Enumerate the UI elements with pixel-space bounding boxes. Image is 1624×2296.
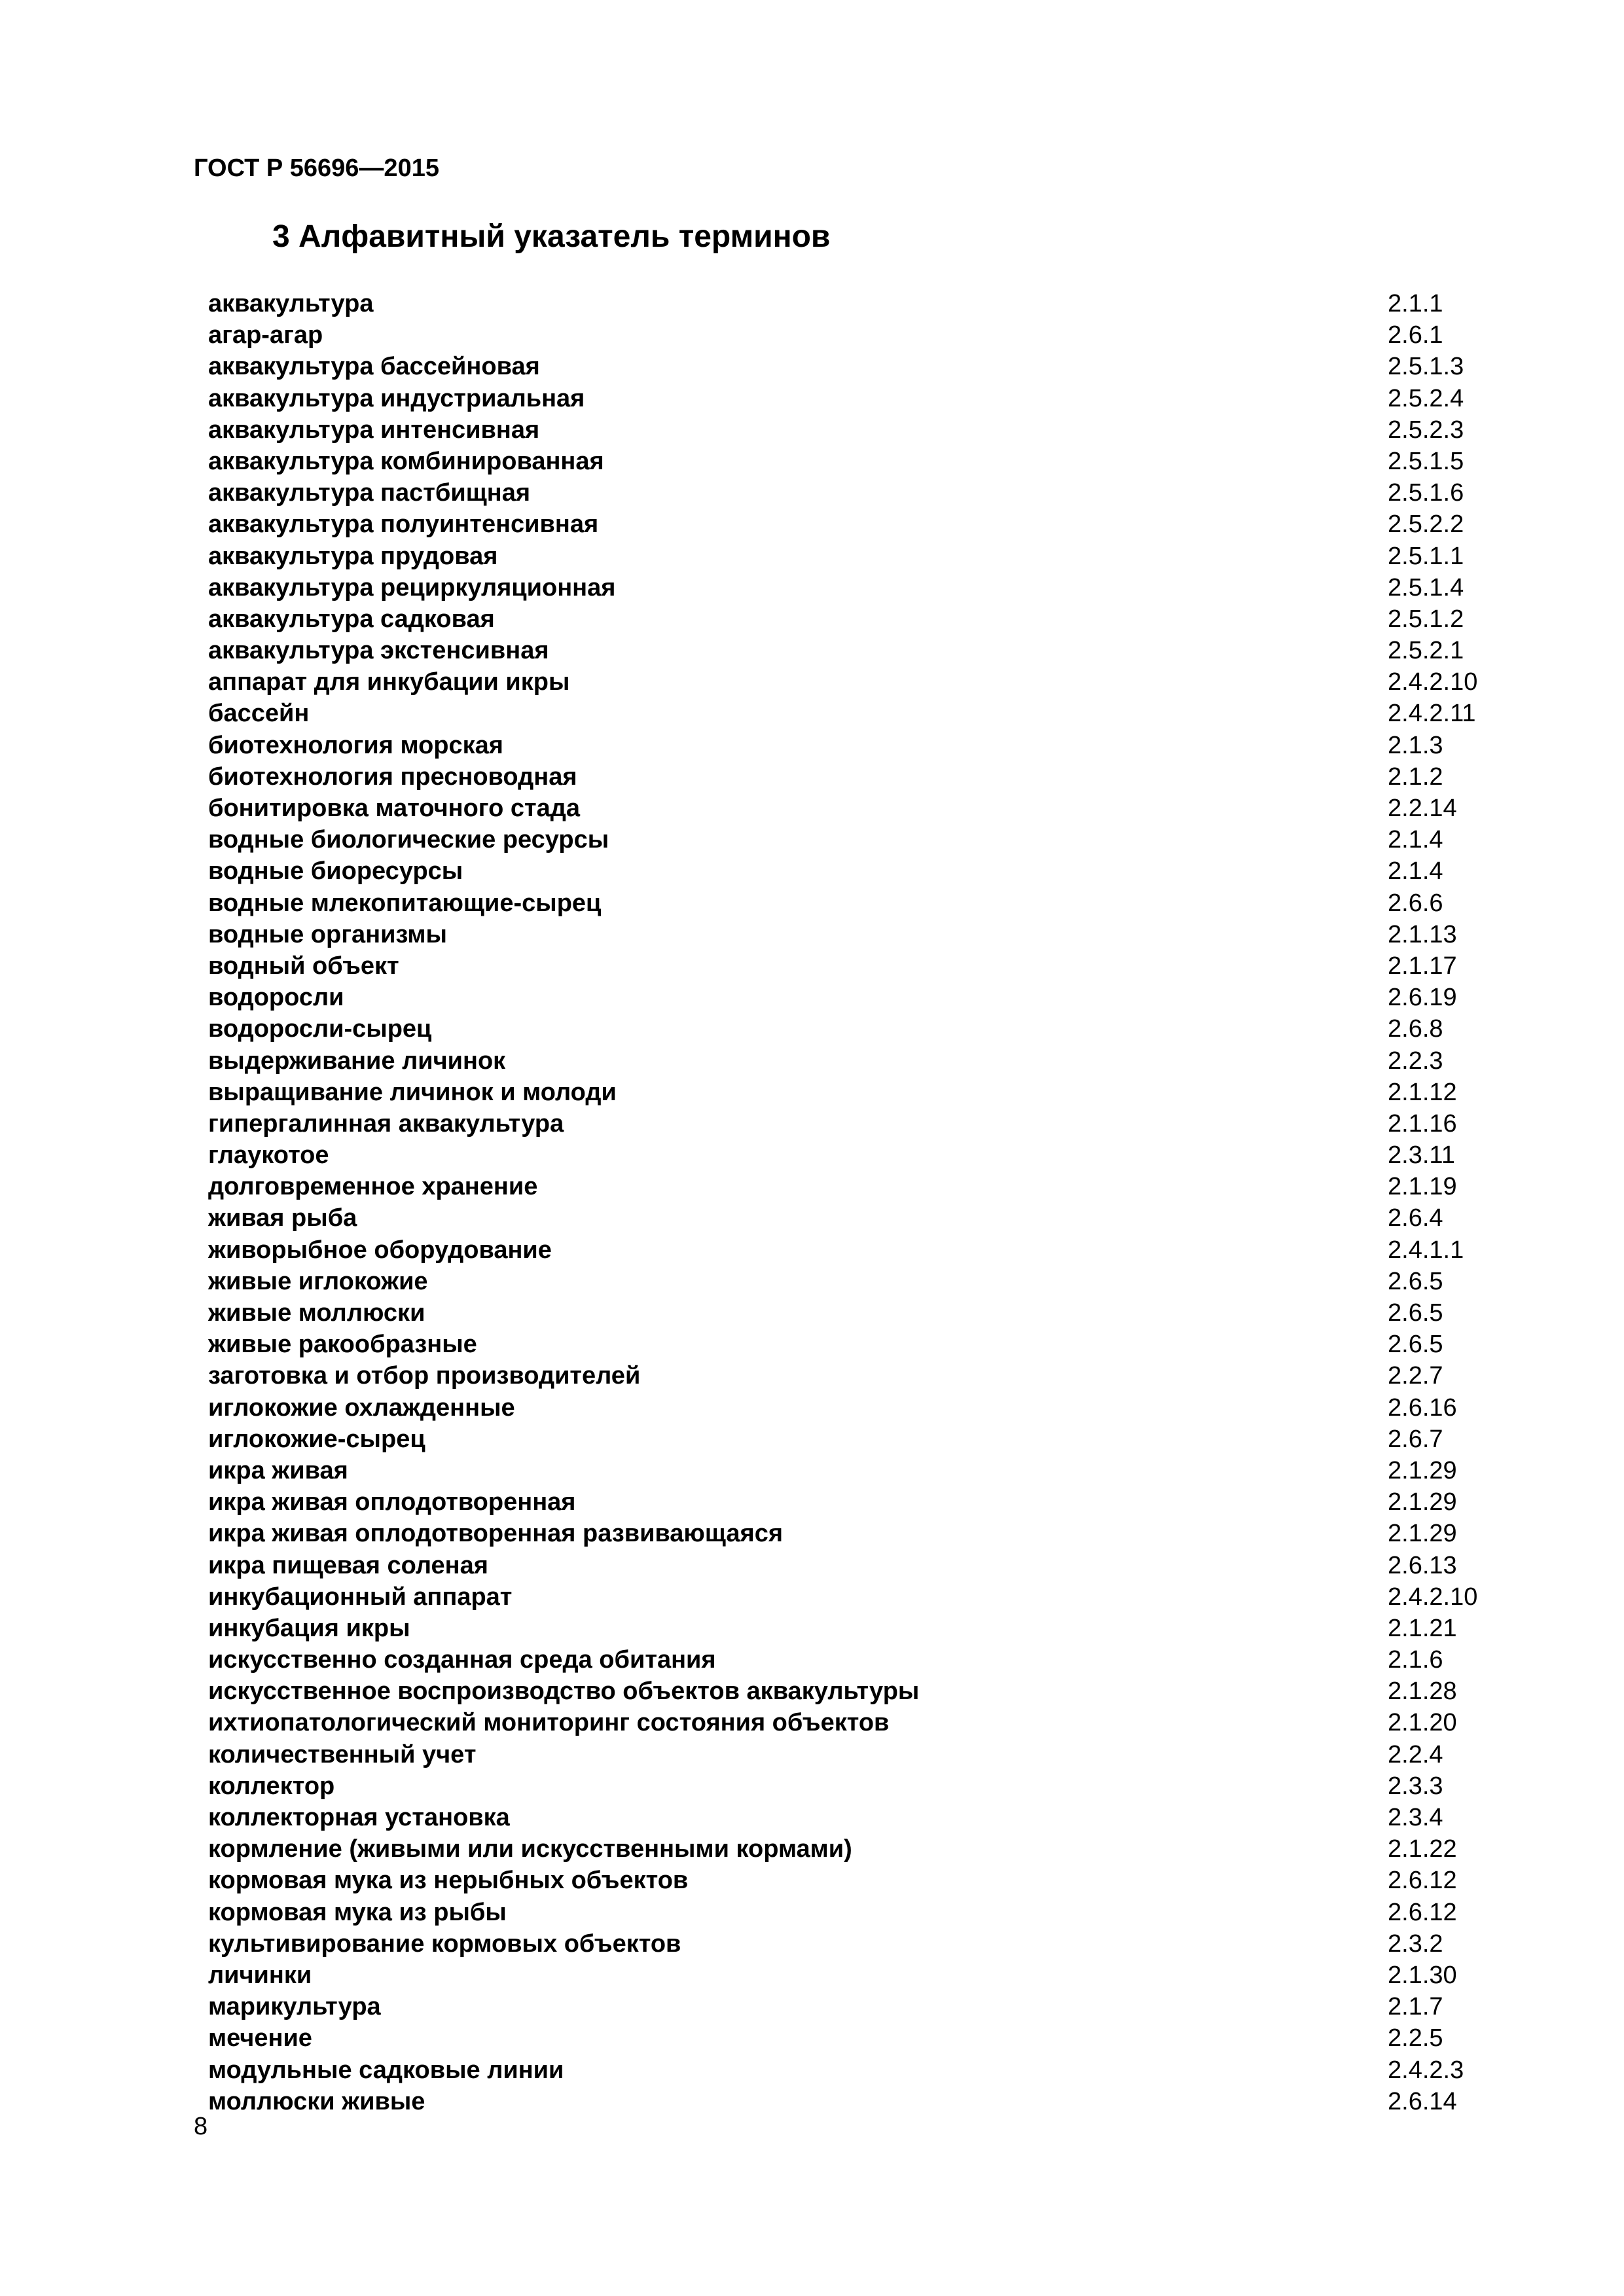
index-term: икра пищевая соленая <box>208 1551 488 1579</box>
index-entry <box>208 1802 1550 1833</box>
index-term: коллекторная установка <box>208 1804 510 1831</box>
index-entry <box>208 730 1550 761</box>
index-term: живорыбное оборудование <box>208 1236 552 1264</box>
index-term: биотехнология морская <box>208 731 503 759</box>
index-ref: 2.6.4 <box>1388 1204 1443 1232</box>
index-term: кормовая мука из нерыбных объектов <box>208 1867 689 1895</box>
index-entry <box>208 1865 1550 1896</box>
index-ref: 2.1.20 <box>1388 1709 1457 1737</box>
index-ref: 2.1.6 <box>1388 1646 1443 1674</box>
index-ref: 2.3.11 <box>1388 1141 1455 1170</box>
index-entry <box>208 2022 1550 2054</box>
index-term: заготовка и отбор производителей <box>208 1362 641 1390</box>
index-entry <box>208 635 1550 666</box>
index-entry <box>208 1013 1550 1045</box>
index-ref: 2.4.1.1 <box>1388 1236 1464 1264</box>
index-ref: 2.3.4 <box>1388 1804 1443 1831</box>
index-ref: 2.1.4 <box>1388 826 1443 854</box>
index-ref: 2.1.2 <box>1388 762 1443 791</box>
index-ref: 2.6.14 <box>1388 2087 1457 2115</box>
index-term: аппарат для инкубации икры <box>208 668 570 696</box>
index-entry <box>208 1266 1550 1297</box>
index-ref: 2.1.22 <box>1388 1835 1457 1863</box>
index-term: живые ракообразные <box>208 1331 477 1359</box>
index-term: кормление (живыми или искусственными кормами) <box>208 1835 852 1863</box>
index-ref: 2.6.7 <box>1388 1425 1443 1453</box>
index-ref: 2.6.19 <box>1388 984 1457 1012</box>
index-ref: 2.5.2.2 <box>1388 511 1464 539</box>
index-ref: 2.1.16 <box>1388 1109 1457 1138</box>
index-ref: 2.1.21 <box>1388 1614 1457 1642</box>
index-ref: 2.5.2.1 <box>1388 637 1464 665</box>
index-entry <box>208 1360 1550 1391</box>
index-ref: 2.1.4 <box>1388 857 1443 886</box>
index-term: аквакультура прудовая <box>208 542 498 570</box>
index-entry <box>208 1676 1550 1707</box>
index-ref: 2.6.6 <box>1388 889 1443 917</box>
index-entry <box>208 1613 1550 1644</box>
index-term: водные биоресурсы <box>208 857 463 886</box>
index-term: икра живая оплодотворенная развивающаяся <box>208 1520 784 1548</box>
index-term: икра живая <box>208 1456 348 1484</box>
index-ref: 2.2.14 <box>1388 795 1457 822</box>
index-ref: 2.6.13 <box>1388 1551 1457 1579</box>
index-ref: 2.1.12 <box>1388 1078 1457 1106</box>
index-entry <box>208 319 1550 351</box>
index-entry <box>208 1202 1550 1234</box>
index-entry <box>208 1392 1550 1424</box>
index-entry <box>208 1928 1550 1960</box>
index-entry <box>208 1707 1550 1738</box>
index-ref: 2.6.12 <box>1388 1898 1457 1926</box>
index-entry <box>208 1171 1550 1202</box>
index-ref: 2.5.2.4 <box>1388 384 1464 412</box>
index-term: выращивание личинок и молоди <box>208 1078 617 1106</box>
index-entry <box>208 2086 1550 2117</box>
index-entry <box>208 1077 1550 1108</box>
index-entry <box>208 1424 1550 1455</box>
index-entry <box>208 1833 1550 1865</box>
index-ref: 2.1.28 <box>1388 1677 1457 1706</box>
index-ref: 2.6.12 <box>1388 1867 1457 1895</box>
index-entry <box>208 477 1550 509</box>
index-ref: 2.5.1.5 <box>1388 447 1464 475</box>
term-index-list <box>208 288 1550 2117</box>
index-entry <box>208 1991 1550 2022</box>
index-entry <box>208 1329 1550 1360</box>
index-term: водные организмы <box>208 920 447 948</box>
index-ref: 2.1.30 <box>1388 1961 1457 1989</box>
index-ref: 2.1.3 <box>1388 731 1443 759</box>
index-entry <box>208 761 1550 793</box>
index-ref: 2.3.3 <box>1388 1772 1443 1800</box>
index-entry <box>208 509 1550 540</box>
index-term: аквакультура полуинтенсивная <box>208 511 599 539</box>
index-term: инкубация икры <box>208 1614 410 1642</box>
index-entry <box>208 950 1550 982</box>
index-term: модульные садковые линии <box>208 2056 564 2084</box>
index-term: иглокожие-сырец <box>208 1425 425 1453</box>
index-ref: 2.4.2.10 <box>1388 668 1478 696</box>
index-ref: 2.5.2.3 <box>1388 416 1464 444</box>
index-entry <box>208 1770 1550 1802</box>
index-entry <box>208 1518 1550 1549</box>
index-entry <box>208 541 1550 572</box>
index-term: аквакультура бассейновая <box>208 353 540 381</box>
index-term: живые иглокожие <box>208 1267 428 1295</box>
index-term: аквакультура интенсивная <box>208 416 540 444</box>
index-entry <box>208 1108 1550 1139</box>
index-entry <box>208 1739 1550 1770</box>
index-term: коллектор <box>208 1772 335 1800</box>
index-entry <box>208 1297 1550 1329</box>
index-ref: 2.6.1 <box>1388 321 1443 350</box>
index-entry <box>208 446 1550 477</box>
index-ref: 2.5.1.4 <box>1388 573 1464 601</box>
index-ref: 2.1.17 <box>1388 952 1457 980</box>
index-entry <box>208 603 1550 635</box>
index-term: аквакультура индустриальная <box>208 384 585 412</box>
page-number: 8 <box>194 2113 208 2140</box>
index-entry <box>208 793 1550 824</box>
index-term: водные млекопитающие-сырец <box>208 889 602 917</box>
index-ref: 2.1.29 <box>1388 1520 1457 1548</box>
index-ref: 2.1.29 <box>1388 1456 1457 1484</box>
index-ref: 2.1.13 <box>1388 920 1457 948</box>
index-ref: 2.3.2 <box>1388 1929 1443 1958</box>
index-term: агар-агар <box>208 321 323 350</box>
index-ref: 2.1.7 <box>1388 1993 1443 2021</box>
index-entry <box>208 888 1550 919</box>
index-term: искусственно созданная среда обитания <box>208 1646 716 1674</box>
index-entry <box>208 855 1550 887</box>
index-entry <box>208 1234 1550 1266</box>
index-term: водоросли-сырец <box>208 1015 432 1043</box>
index-ref: 2.5.1.2 <box>1388 605 1464 633</box>
index-ref: 2.4.2.3 <box>1388 2056 1464 2084</box>
index-term: аквакультура экстенсивная <box>208 637 549 665</box>
index-term: биотехнология пресноводная <box>208 762 577 791</box>
index-term: водные биологические ресурсы <box>208 826 609 854</box>
index-term: живая рыба <box>208 1204 357 1232</box>
index-term: аквакультура рециркуляционная <box>208 573 616 601</box>
index-entry <box>208 1455 1550 1486</box>
index-term: личинки <box>208 1961 312 1989</box>
index-ref: 2.5.1.3 <box>1388 353 1464 381</box>
index-entry <box>208 288 1550 319</box>
index-term: долговременное хранение <box>208 1173 538 1201</box>
index-term: инкубационный аппарат <box>208 1583 513 1611</box>
index-ref: 2.1.19 <box>1388 1173 1457 1201</box>
index-ref: 2.2.3 <box>1388 1047 1443 1075</box>
index-term: водный объект <box>208 952 399 980</box>
index-term: бонитировка маточного стада <box>208 795 581 822</box>
index-ref: 2.6.5 <box>1388 1331 1443 1359</box>
index-ref: 2.6.8 <box>1388 1015 1443 1043</box>
index-ref: 2.5.1.6 <box>1388 479 1464 507</box>
index-term: кормовая мука из рыбы <box>208 1898 507 1926</box>
index-term: аквакультура садковая <box>208 605 495 633</box>
index-term: глаукотое <box>208 1141 329 1170</box>
index-ref: 2.5.1.1 <box>1388 542 1464 570</box>
index-term: гипергалинная аквакультура <box>208 1109 564 1138</box>
index-entry <box>208 1960 1550 1991</box>
index-entry <box>208 351 1550 382</box>
index-ref: 2.4.2.11 <box>1388 700 1476 728</box>
index-entry <box>208 1045 1550 1077</box>
index-entry <box>208 1139 1550 1171</box>
index-term: ихтиопатологический мониторинг состояния объектов <box>208 1709 890 1737</box>
index-entry <box>208 1550 1550 1581</box>
index-ref: 2.1.29 <box>1388 1488 1457 1516</box>
index-term: бассейн <box>208 700 310 728</box>
index-ref: 2.6.5 <box>1388 1299 1443 1327</box>
index-term: аквакультура комбинированная <box>208 447 604 475</box>
index-term: марикультура <box>208 1993 381 2021</box>
index-ref: 2.6.5 <box>1388 1267 1443 1295</box>
index-ref: 2.6.16 <box>1388 1393 1457 1422</box>
index-entry <box>208 1897 1550 1928</box>
section-title: 3 Алфавитный указатель терминов <box>272 219 831 254</box>
index-ref: 2.2.7 <box>1388 1362 1443 1390</box>
index-entry <box>208 982 1550 1013</box>
index-entry <box>208 919 1550 950</box>
document-code: ГОСТ Р 56696—2015 <box>194 154 439 182</box>
index-term: выдерживание личинок <box>208 1047 506 1075</box>
index-term: иглокожие охлажденные <box>208 1393 515 1422</box>
index-term: культивирование кормовых объектов <box>208 1929 681 1958</box>
index-term: моллюски живые <box>208 2087 425 2115</box>
index-entry <box>208 572 1550 603</box>
index-term: искусственное воспроизводство объектов аквакультуры <box>208 1677 920 1706</box>
index-term: мечение <box>208 2024 312 2053</box>
index-term: икра живая оплодотворенная <box>208 1488 576 1516</box>
index-ref: 2.1.1 <box>1388 290 1443 317</box>
index-term: водоросли <box>208 984 344 1012</box>
index-term: аквакультура <box>208 290 374 317</box>
index-term: количественный учет <box>208 1740 477 1768</box>
index-entry <box>208 1486 1550 1518</box>
index-ref: 2.4.2.10 <box>1388 1583 1478 1611</box>
index-entry <box>208 1644 1550 1676</box>
index-entry <box>208 2054 1550 2086</box>
index-entry <box>208 824 1550 855</box>
index-ref: 2.2.4 <box>1388 1740 1443 1768</box>
index-entry <box>208 698 1550 729</box>
index-entry <box>208 1581 1550 1613</box>
index-term: аквакультура пастбищная <box>208 479 531 507</box>
index-term: живые моллюски <box>208 1299 425 1327</box>
index-entry <box>208 414 1550 446</box>
index-entry <box>208 383 1550 414</box>
index-entry <box>208 666 1550 698</box>
index-ref: 2.2.5 <box>1388 2024 1443 2053</box>
